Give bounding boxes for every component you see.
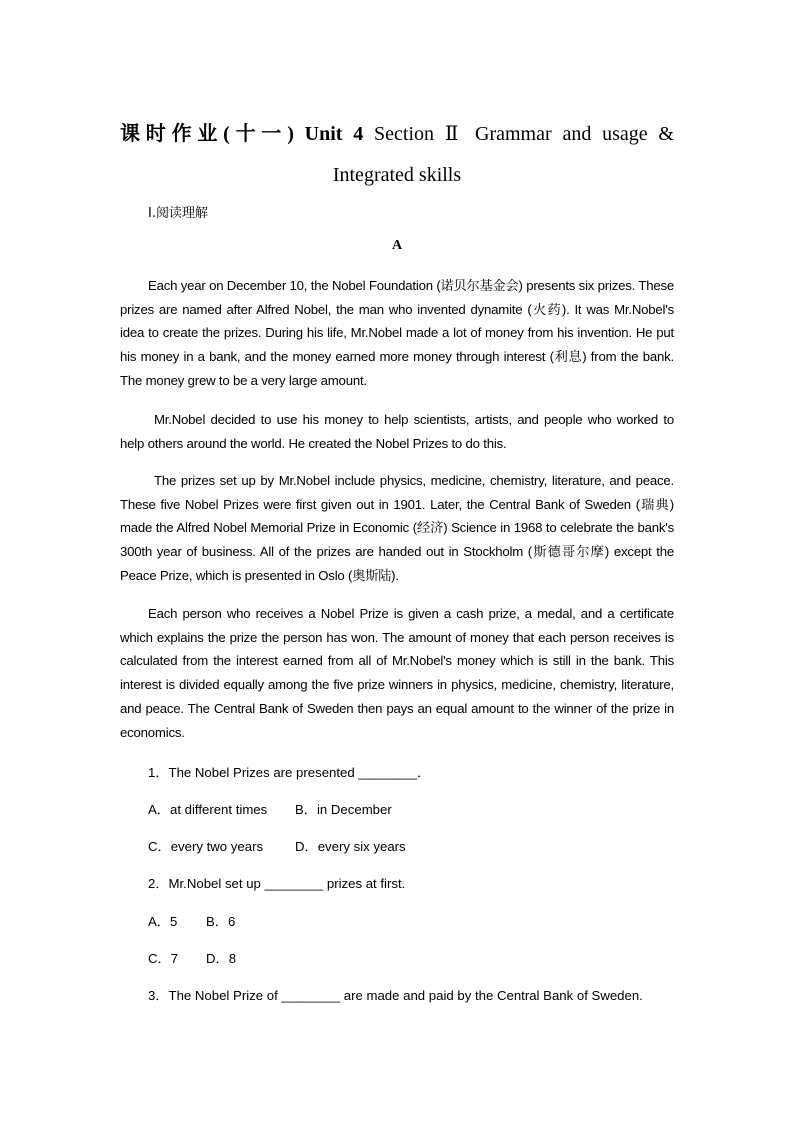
section-label: Ⅰ.阅读理解 [148,206,208,221]
title-suffix: Grammar and usage & [475,123,674,145]
question-3-stem: 3．The Nobel Prize of ________ are made and paid by the Central Bank of Sweden. [148,988,643,1003]
title-section: Section Ⅱ [374,123,465,145]
passage-letter: A [391,238,403,253]
question-2-option-b: B．6 [206,914,236,929]
question-2-option-c: C．7 [148,951,179,966]
paragraph-4: Each person who receives a Nobel Prize is given a cash prize, a medal, and a certificate which explains the prize the person has won. The amount of money that each person receives is calculated from the interest earned from all of Mr.Nobel's money which is still in the bank. This interest is divided equally among the five prize winners in physics, medicine, chemistry, literature, and peace. The Central Bank of Sweden then pays an equal amount to the winner of the prize in economics. [120,606,674,740]
question-1-option-b: B．in December [295,802,392,817]
page-title-line-2: Integrated skills [332,164,462,186]
question-1-stem: 1．The Nobel Prizes are presented ________． [148,765,431,780]
title-unit: Unit 4 [304,123,364,145]
question-2-option-d: D．8 [206,951,237,966]
paragraph-2: Mr.Nobel decided to use his money to help scientists, artists, and people who worked to help others around the world. He created the Nobel Prizes to do this. [120,412,674,451]
question-1-option-a: A．at different times [148,802,268,817]
title-prefix: 课时作业(十一) [120,123,294,145]
paragraph-3: The prizes set up by Mr.Nobel include physics, medicine, chemistry, literature, and peace. These five Nobel Prizes were first given out in 1901. Later, the Central Bank of Sweden (瑞典) made the Alfred Nobel Memorial Prize in Economic (经济) Science in 1968 to celebrate the bank's 300th year of business. All of the prizes are handed out in Stockholm (斯德哥尔摩) except the Peace Prize, which is presented in Oslo (奥斯陆). [120,473,674,583]
paragraph-1: Each year on December 10, the Nobel Foundation (诺贝尔基金会) presents six prizes. These prizes are named after Alfred Nobel, the man who invented dynamite (火药). It was Mr.Nobel's idea to create the prizes. During his life, Mr.Nobel made a lot of money from his invention. He put his money in a bank, and the money earned more money through interest (利息) from the bank. The money grew to be a very large amount. [120,278,674,388]
question-1-option-d: D．every six years [295,839,406,854]
question-2-stem: 2．Mr.Nobel set up ________ prizes at first. [148,876,406,891]
question-1-option-c: C．every two years [148,839,264,854]
question-2-option-a: A．5 [148,914,178,929]
page-title-line-1 [120,114,674,154]
